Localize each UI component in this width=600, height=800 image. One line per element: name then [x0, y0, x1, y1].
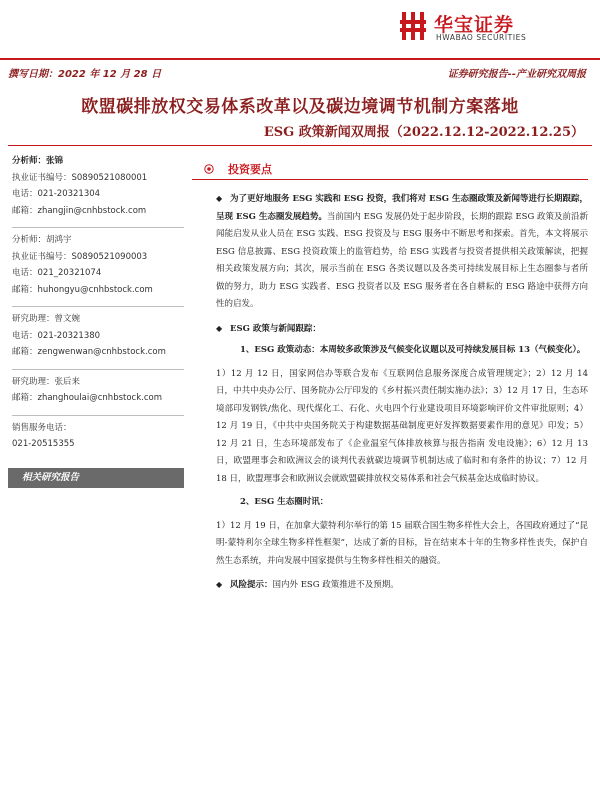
assistant-name: 研究助理：曾文婉 — [12, 314, 81, 324]
diamond-bullet-icon: ◆ — [216, 322, 223, 333]
write-date: 撰写日期：2022 年 12 月 28 日 — [8, 69, 162, 80]
logo-mark-icon — [400, 12, 426, 40]
key-points-section — [192, 158, 588, 595]
analyst-email: 邮箱：huhongyu@cnhbstock.com — [12, 284, 153, 295]
related-reports-heading: 相关研究报告 — [8, 468, 184, 488]
report-subtitle: ESG 政策新闻双周报（2022.12.12-2022.12.25） — [263, 125, 584, 140]
analyst-phone: 电话：021-20321304 — [12, 189, 101, 199]
item1-body: 1）12 月 12 日，国家网信办等联合发布《互联网信息服务深度合成管理规定》；2）12 月 14 日，中共中央办公厅、国务院办公厅印发的《乡村振兴责任制实施办法》；3）12 月 17 日，生态环境部印发钢铁/焦化、现代煤化工、石化、火电四个行业建设项目环境影响评价文件审批原则；4）12 月 19 日，《中共中央国务院关于构建数据基础制度更好发挥数据要素作用的意见》印发；5）12 月 21 日，生态环境部发布了《企业温室气体排放核算与报告指南 发电设施》；6）12 月 13 日，欧盟理事会和欧洲议会的谈判代表就碳边境调节机制达成了临时和有条件的协议；7）12 月 18 日，欧盟理事会和欧洲议会就欧盟碳排放权交易体系和社会气候基金达成临时协议。 — [216, 368, 588, 484]
analyst-block — [12, 232, 184, 307]
item1-heading: 1、ESG 政策动态：本周较多政策涉及气候变化议题以及可持续发展目标 13（气候变化）。 — [240, 345, 586, 355]
analyst-divider — [12, 306, 184, 307]
logo-text-cn: 华宝证券 — [434, 14, 515, 36]
assistant-name: 研究助理：张后来 — [12, 376, 81, 387]
diamond-bullet-icon: ◆ — [216, 580, 223, 589]
item2-body: 1）12 月 19 日，在加拿大蒙特利尔举行的第 15 届联合国生物多样性大会上，各国政府通过了“昆明-蒙特利尔全球生物多样性框架”，达成了新的目标，旨在结束本十年的生物多样性丧失，保护自然生态系统，并向发展中国家提供与生物多样性相关的融资。 — [216, 520, 588, 566]
sales-label: 销售服务电话： — [12, 422, 72, 433]
assistant-phone: 电话：021-20321380 — [12, 330, 101, 341]
analyst-cert: 执业证书编号：S0890521090003 — [12, 251, 148, 262]
assistant-email: 邮箱：zhanghoulai@cnhbstock.com — [12, 393, 163, 403]
section-heading-text: ESG 政策与新闻跟踪： — [230, 323, 321, 334]
risk-warning — [192, 576, 588, 595]
sales-phone: 021-20515355 — [12, 439, 75, 449]
analyst-phone: 电话：021_20321074 — [12, 268, 102, 278]
company-logo — [400, 10, 570, 46]
analyst-email: 邮箱：zhangjin@cnhbstock.com — [12, 205, 147, 216]
analyst-name: 分析师：胡鸿宇 — [12, 235, 72, 245]
analyst-block — [12, 153, 184, 228]
key-points-title: 投资要点 — [228, 162, 272, 176]
assistant-email: 邮箱：zengwenwan@cnhbstock.com — [12, 347, 166, 357]
analyst-divider — [12, 227, 184, 228]
analyst-divider — [12, 369, 184, 370]
item2-heading: 2、ESG 生态圈时讯： — [240, 497, 329, 507]
risk-label: 风险提示： — [230, 580, 273, 590]
key-points-header — [192, 158, 588, 180]
analyst-panel — [12, 153, 184, 469]
analyst-cert: 执业证书编号：S0890521080001 — [12, 172, 148, 183]
title-divider — [8, 145, 592, 146]
logo-text-en: HWABAO SECURITIES — [436, 33, 527, 42]
section-heading — [192, 320, 588, 339]
analyst-block — [12, 311, 184, 370]
target-icon — [204, 164, 214, 174]
intro-bold: 为了更好地服务 ESG 实践和 ESG 投资，我们将对 ESG 生态圈政策及新闻等进行长期跟踪，呈现 ESG 生态圈发展趋势。 — [216, 194, 588, 222]
risk-text: 国内外 ESG 政策推进不及预期。 — [272, 580, 399, 590]
intro-text: 当前国内 ESG 发展仍处于起步阶段，长期的跟踪 ESG 政策及前沿新闻能启发从业人员在 ESG 实践、ESG 投资及与 ESG 服务中不断思考和探索。首先，本文将展示 ESG 信息披露、ESG 投资政策上的监管趋势，给 ESG 实践者与投资者提供相关政策解读，把握相关政策发展方向；其次，展示当前在 ESG 各类议题以及各类可持续发展目标上生态圈参与者所做的努力，助力 ESG 实践者、ESG 投资者以及 ESG 服务者在各自耕耘的 ESG 路途中获得方向性的启发。 — [216, 211, 588, 309]
diamond-bullet-icon: ◆ — [216, 194, 223, 203]
analyst-divider — [12, 415, 184, 416]
sales-block — [12, 420, 184, 453]
header-divider — [0, 58, 600, 60]
analyst-name: 分析师：张锦 — [12, 156, 64, 166]
report-title: 欧盟碳排放权交易体系改革以及碳边境调节机制方案落地 — [81, 97, 519, 117]
report-type: 证券研究报告--产业研究双周报 — [447, 69, 586, 80]
analyst-block — [12, 374, 184, 416]
intro-paragraph — [192, 190, 588, 314]
